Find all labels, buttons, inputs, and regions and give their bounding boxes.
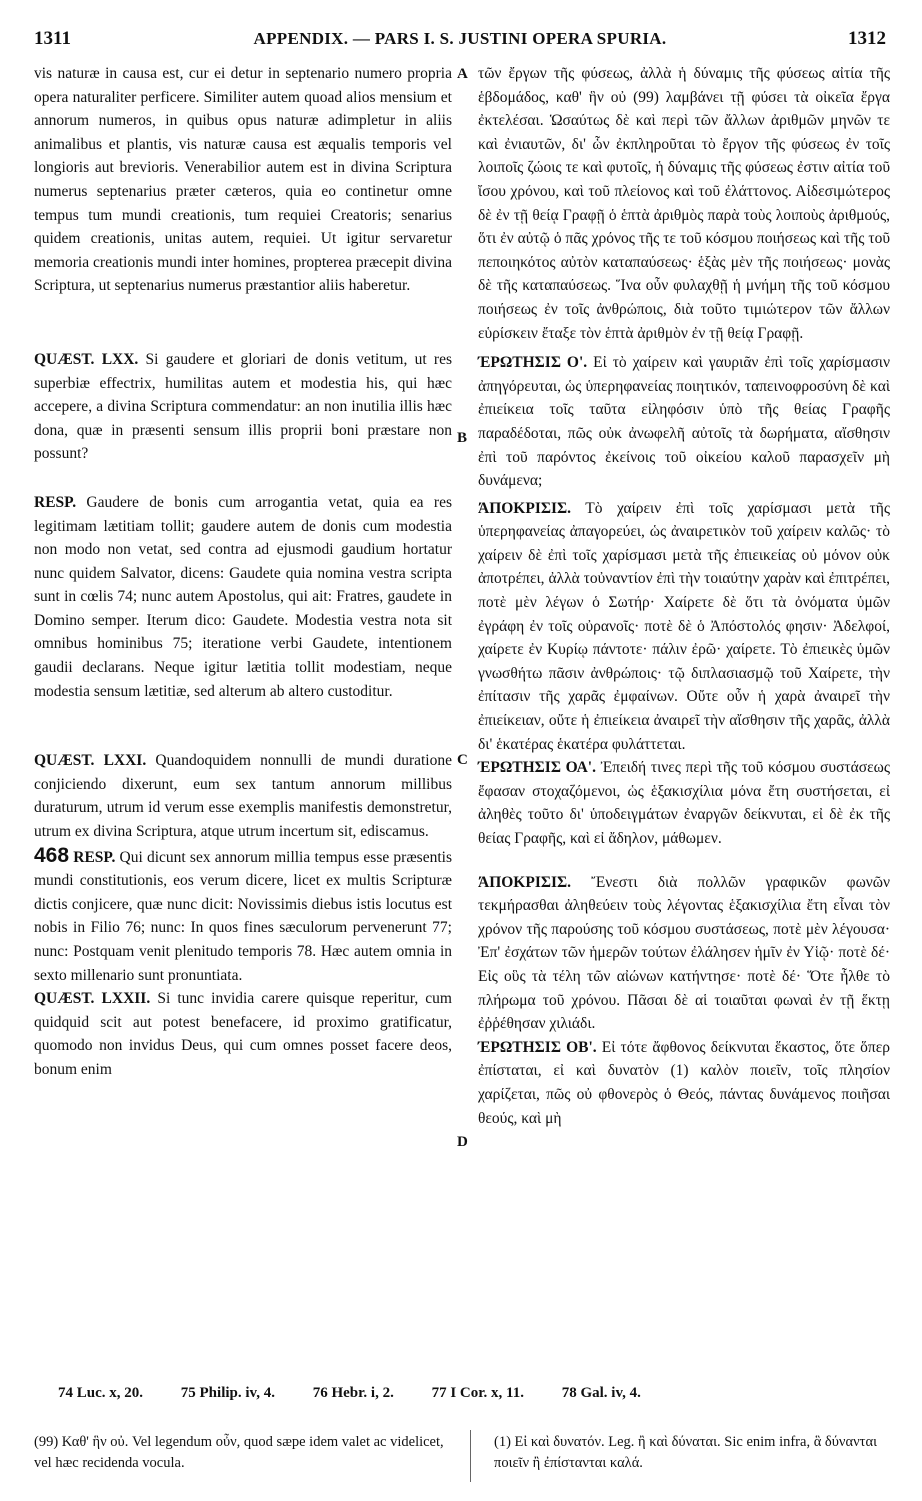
scripture-reference: 78 Gal. iv, 4. [561, 1385, 641, 1401]
running-title: APPENDIX. — PARS I. S. JUSTINI OPERA SPURIA. [253, 29, 667, 48]
scripture-reference: 74 Luc. x, 20. [58, 1385, 144, 1401]
margin-letter-a: A [457, 66, 468, 82]
greek-question-70-heading: ΈΡΩΤΗΣΙΣ Ο'. [478, 354, 588, 372]
greek-answer-70 [478, 497, 890, 757]
margin-letter-b: B [457, 430, 468, 446]
latin-question-70-text: Si gaudere et gloriari de donis vetitum, ut res superbiæ effectrix, humilitas autem et modestia his, qui hæc accepere, a divina Scriptura commendatur: an non inutilia illis hæc dona, quæ in præsenti sensum illis proprii boni præstare non possunt? [34, 350, 452, 463]
column-number-left: 1311 [34, 28, 71, 49]
greek-answer-70-heading: ΆΠΟΚΡΙΣΙΣ. [478, 499, 572, 517]
editorial-note-1: (1) Εἰ καὶ δυνατόν. Leg. ἢ καὶ δύναται. Sic enim infra, ἃ δύνανται ποιεῖν ἢ ἐπίστανται καλά. [494, 1434, 877, 1471]
greek-question-72-heading: ΈΡΩΤΗΣΙΣ ΟΒ'. [478, 1038, 597, 1056]
latin-response-70-text: Gaudere de bonis cum arrogantia vetat, quia ea res legitimam lætitiam tollit; gaudere autem de donis cum modestia non modo non vetat, sed contra ad ejusmodi gaudium hortatur nunc quidem Salvator, dicens: Gaudete quia nomina vestra scripta sunt in cœlis 74; nunc autem Apostolus, qui ait: Fratres, gaudete in Domino semper. Iterum dico: Gaudete. Modestia vestra nota sit omnibus hominibus 75; iteratione verbi Gaudete, intentionem gaudii declarans. Neque igitur lætitia tollit modestiam, neque modestia sensum lætitiæ, sed alterum ab altero custoditur. [34, 493, 452, 700]
scripture-reference: 75 Philip. iv, 4. [180, 1385, 275, 1401]
greek-paragraph-intro: τῶν ἔργων τῆς φύσεως, ἀλλὰ ἡ δύναμις τῆς φύσεως αἰτία τῆς ἑβδομάδος, καθ' ἣν οὐ (99) λαμβάνει τῇ φύσει τὰ οἰκεῖα ἔργα ἐκτελέσαι. Ὡσαύτως δὲ καὶ περὶ τῶν ἄλλων ἀριθμῶν μηνῶν τε καὶ ἐνιαυτῶν, δι' ὧν ἐκπληροῦται τὸ ἔργον τῆς φύσεως ἐν τοῖς λοιποῖς ζώοις τε καὶ φυτοῖς, ἡ δύναμις τῆς φύσεως ἐστιν αἰτία τοῦ ἴσου χρόνου, καὶ τοῦ πλείονος καὶ τοῦ ἐλάττονος. Αἰδεσιμώτερος δὲ ἐν τῇ θείᾳ Γραφῇ ὁ ἑπτὰ ἀριθμὸς παρὰ τοὺς λοιποὺς ἀριθμούς, ὅτι ἐν αὐτῷ ὁ πᾶς χρόνος τῆς τε τοῦ κόσμου ποιήσεως καὶ τῆς τοῦ πεποιηκότος αὐτὸν καταπαύσεως· ἑξὰς μὲν τῆς ποιήσεως· μονὰς δὲ τῆς καταπαύσεως. Ἵνα οὖν φυλαχθῇ ἡ μνήμη τῆς τοῦ κόσμου ποιήσεως ἐν τοῖς ἀνθρώποις, διὰ τοῦτο τιμιώτερον τῶν ἄλλων εὑρίσκειν ἔταξε τὸν ἑπτὰ ἀριθμὸν ἐν τῇ θείᾳ Γραφῇ. [478, 65, 890, 342]
greek-answer-70-text: Τὸ χαίρειν ἐπὶ τοῖς χαρίσμασι μετὰ τῆς ὑπερηφανείας ἀπαγορεύει, ὡς ἀναιρετικὸν τοῦ χαίρειν καλῶς· τὸ χαίρειν δὲ ἐπὶ τοῖς χαρίσμασι μετὰ τῆς ἐπιεικείας οὐ μόνον οὐκ ἀποτρέπει, ἀλλὰ τοὐναντίον ἐπὶ τὴν τοιαύτην χαρὰν καὶ ἐπιτρέπει, ποτὲ μὲν λέγων ὁ Σωτήρ· Χαίρετε δὲ ὅτι τὰ ὀνόματα ὑμῶν ἐγράφη ἐν τοῖς οὐρανοῖς· ποτὲ δὲ ὁ Ἀπόστολός φησιν· Ἀδελφοί, χαίρετε ἐν Κυρίῳ πάντοτε· πάλιν ἐρῶ· χαίρετε. Τὸ ἐπιεικὲς ὑμῶν γνωσθήτω πᾶσιν ἀνθρώποις· τῷ διπλασιασμῷ τοῦ Χαίρετε, τὴν ἐπίτασιν τῆς χαρᾶς ἐμφαίνων. Οὔτε οὖν ἡ χαρὰ ἀναιρεῖ τὴν ἐπιείκειαν, οὔτε ἡ ἐπιείκεια ἀναιρεῖ τὴν αἴσθησιν τῆς χαρᾶς, ἀλλὰ δι' ἑκατέρας ἑκατέρα φυλάττεται. [478, 499, 890, 753]
latin-response-70 [34, 491, 452, 703]
greek-column [478, 62, 890, 1130]
scripture-reference: 77 I Cor. x, 11. [431, 1385, 524, 1401]
greek-question-72-text: Εἰ τότε ἄφθονος δείκνυται ἕκαστος, ὅτε ὅπερ ἐπίσταται, εἰ καὶ δυνατὸν (1) καλὸν ποιεῖν, τοῖς πλησίον χαρίζεται, πῶς οὐ φθονερὸς ὁ Θεός, πάντας δυνάμενος ποιῆσαι θεούς, καὶ μὴ [478, 1038, 890, 1127]
latin-column [34, 62, 452, 1082]
column-marker-468: 468 [34, 843, 70, 867]
editorial-note-99: (99) Καθ' ἣν οὐ. Vel legendum οὖν, quod sæpe idem valet ac videlicet, vel hæc recidenda vocula. [34, 1434, 444, 1471]
latin-response-71 [34, 844, 452, 988]
latin-question-71 [34, 749, 452, 843]
latin-question-71-text: Quandoquidem nonnulli de mundi duratione conjiciendo dixerunt, eum sex tantum annorum millibus duraturum, utrum id verum esse exemplis manifestis demonstretur, utrum ex divina Scriptura, atque utrum incertum sit, ediscamus. [34, 752, 452, 841]
scripture-references [58, 1385, 858, 1402]
column-number-right: 1312 [848, 28, 886, 49]
latin-response-71-heading: RESP. [69, 848, 116, 866]
scripture-reference: 76 Hebr. i, 2. [312, 1385, 394, 1401]
greek-answer-71-text: Ἔνεστι διὰ πολλῶν γραφικῶν φωνῶν τεκμήρασθαι ἀληθεύειν τοὺς λέγοντας ἑξακισχίλια ἔτη εἶναι τὸν χρόνον τῆς παρούσης τοῦ κόσμου συστάσεως, ποτὲ μὲν λέγουσα· Ἐπ' ἐσχάτων τῶν ἡμερῶν τούτων ἐλάλησεν ἡμῖν ἐν Υἱῷ· ποτὲ δέ· Εἰς οὓς τὰ τέλη τῶν αἰώνων κατήντησε· ποτὲ δέ· Ὅτε ἦλθε τὸ πλήρωμα τοῦ χρόνου. Πᾶσαι δὲ αἱ τοιαῦται φωναὶ ἐν τῇ ἕκτῃ ἐῤῥέθησαν χιλιάδι. [478, 873, 890, 1033]
greek-question-70-text: Εἰ τὸ χαίρειν καὶ γαυριᾶν ἐπὶ τοῖς χαρίσμασιν ἀπηγόρευται, ὡς ὑπερηφανείας ποιητικόν, ταπεινοφροσύνη δὲ καὶ ἐπιείκεια τοῖς ταῦτα εἰληφόσιν ὑπὸ τῆς θείας Γραφῆς παραδέδοται, πῶς οὐκ ἀνωφελῆ αὐτοῖς τὰ δωρήματα, αἴσθησιν ἐπὶ τοῦ παρόντος ἐκείνοις τοῦ οἰκείου καλοῦ παρασχεῖν μὴ δυνάμενα; [478, 354, 890, 490]
latin-question-72 [34, 987, 452, 1081]
latin-question-72-text: Si tunc invidia carere quisque reperitur, cum quidquid scit aut potest benefacere, id proximo gratificatur, quomodo non invidus Deus, qui cum omnes posset facere deos, bonum enim [34, 990, 452, 1078]
page-header [34, 28, 886, 54]
latin-question-71-heading: QUÆST. LXXI. [34, 752, 147, 770]
greek-question-70 [478, 351, 890, 493]
latin-question-72-heading: QUÆST. LXXII. [34, 990, 151, 1008]
greek-question-71-text: Ἐπειδή τινες περὶ τῆς τοῦ κόσμου συστάσεως ἔφασαν στοχαζόμενοι, ὡς ἑξακισχίλια μόνα ἔτη συστήσεται, εἰ ἀληθὲς τοῦτο δι' ὑποδειγμάτων ἐναργῶν δείκνυται, εἰ δὲ ἐκ τῆς θείας Γραφῆς, καὶ εἰ ἄδηλον, μάθωμεν. [478, 759, 890, 847]
greek-answer-71-heading: ΆΠΟΚΡΙΣΙΣ. [478, 873, 572, 891]
notes-divider [470, 1430, 471, 1482]
latin-response-71-text: Qui dicunt sex annorum millia tempus esse præsentis mundi constitutionis, eos verum dicere, licet ex multis Scripturæ dictis conjicere, quæ nunc dicit: Novissimis diebus istis locutus est nobis in Filio 76; nunc: In quos fines sæculorum pervenerunt 77; nunc: Postquam venit plenitudo temporis 78. Hæc autem omnia in sexto millenario sunt pronuntiata. [34, 848, 452, 984]
latin-question-70 [34, 348, 452, 466]
greek-question-72 [478, 1036, 890, 1130]
latin-response-70-heading: RESP. [34, 493, 77, 511]
greek-question-71-heading: ΈΡΩΤΗΣΙΣ ΟΑ'. [478, 759, 596, 777]
margin-letter-d: D [457, 1134, 468, 1150]
greek-answer-71 [478, 871, 890, 1036]
margin-letter-c: C [457, 752, 468, 768]
greek-question-71 [478, 756, 890, 850]
latin-question-70-heading: QUÆST. LXX. [34, 350, 139, 368]
latin-paragraph-intro: vis naturæ in causa est, cur ei detur in septenario numero propria opera naturaliter perficere. Similiter autem quoad alios mensium et annorum numeros, in quibus opus naturæ adimpletur in aliis animalibus et plantis, vis naturæ causa est æqualis temporis vel longioris aut brevioris. Venerabilior autem est in divina Scriptura numerus septenarius præter cæteros, quia eo continetur omne tempus tum mundi creationis, tum requiei Creatoris; senarius quidem creationis, unitas autem, requiei. Ut igitur servaretur memoria creationis mundi inter homines, propterea præcepit divina Scriptura, ut septenarius numerus præstantior aliis haberetur. [34, 65, 452, 295]
